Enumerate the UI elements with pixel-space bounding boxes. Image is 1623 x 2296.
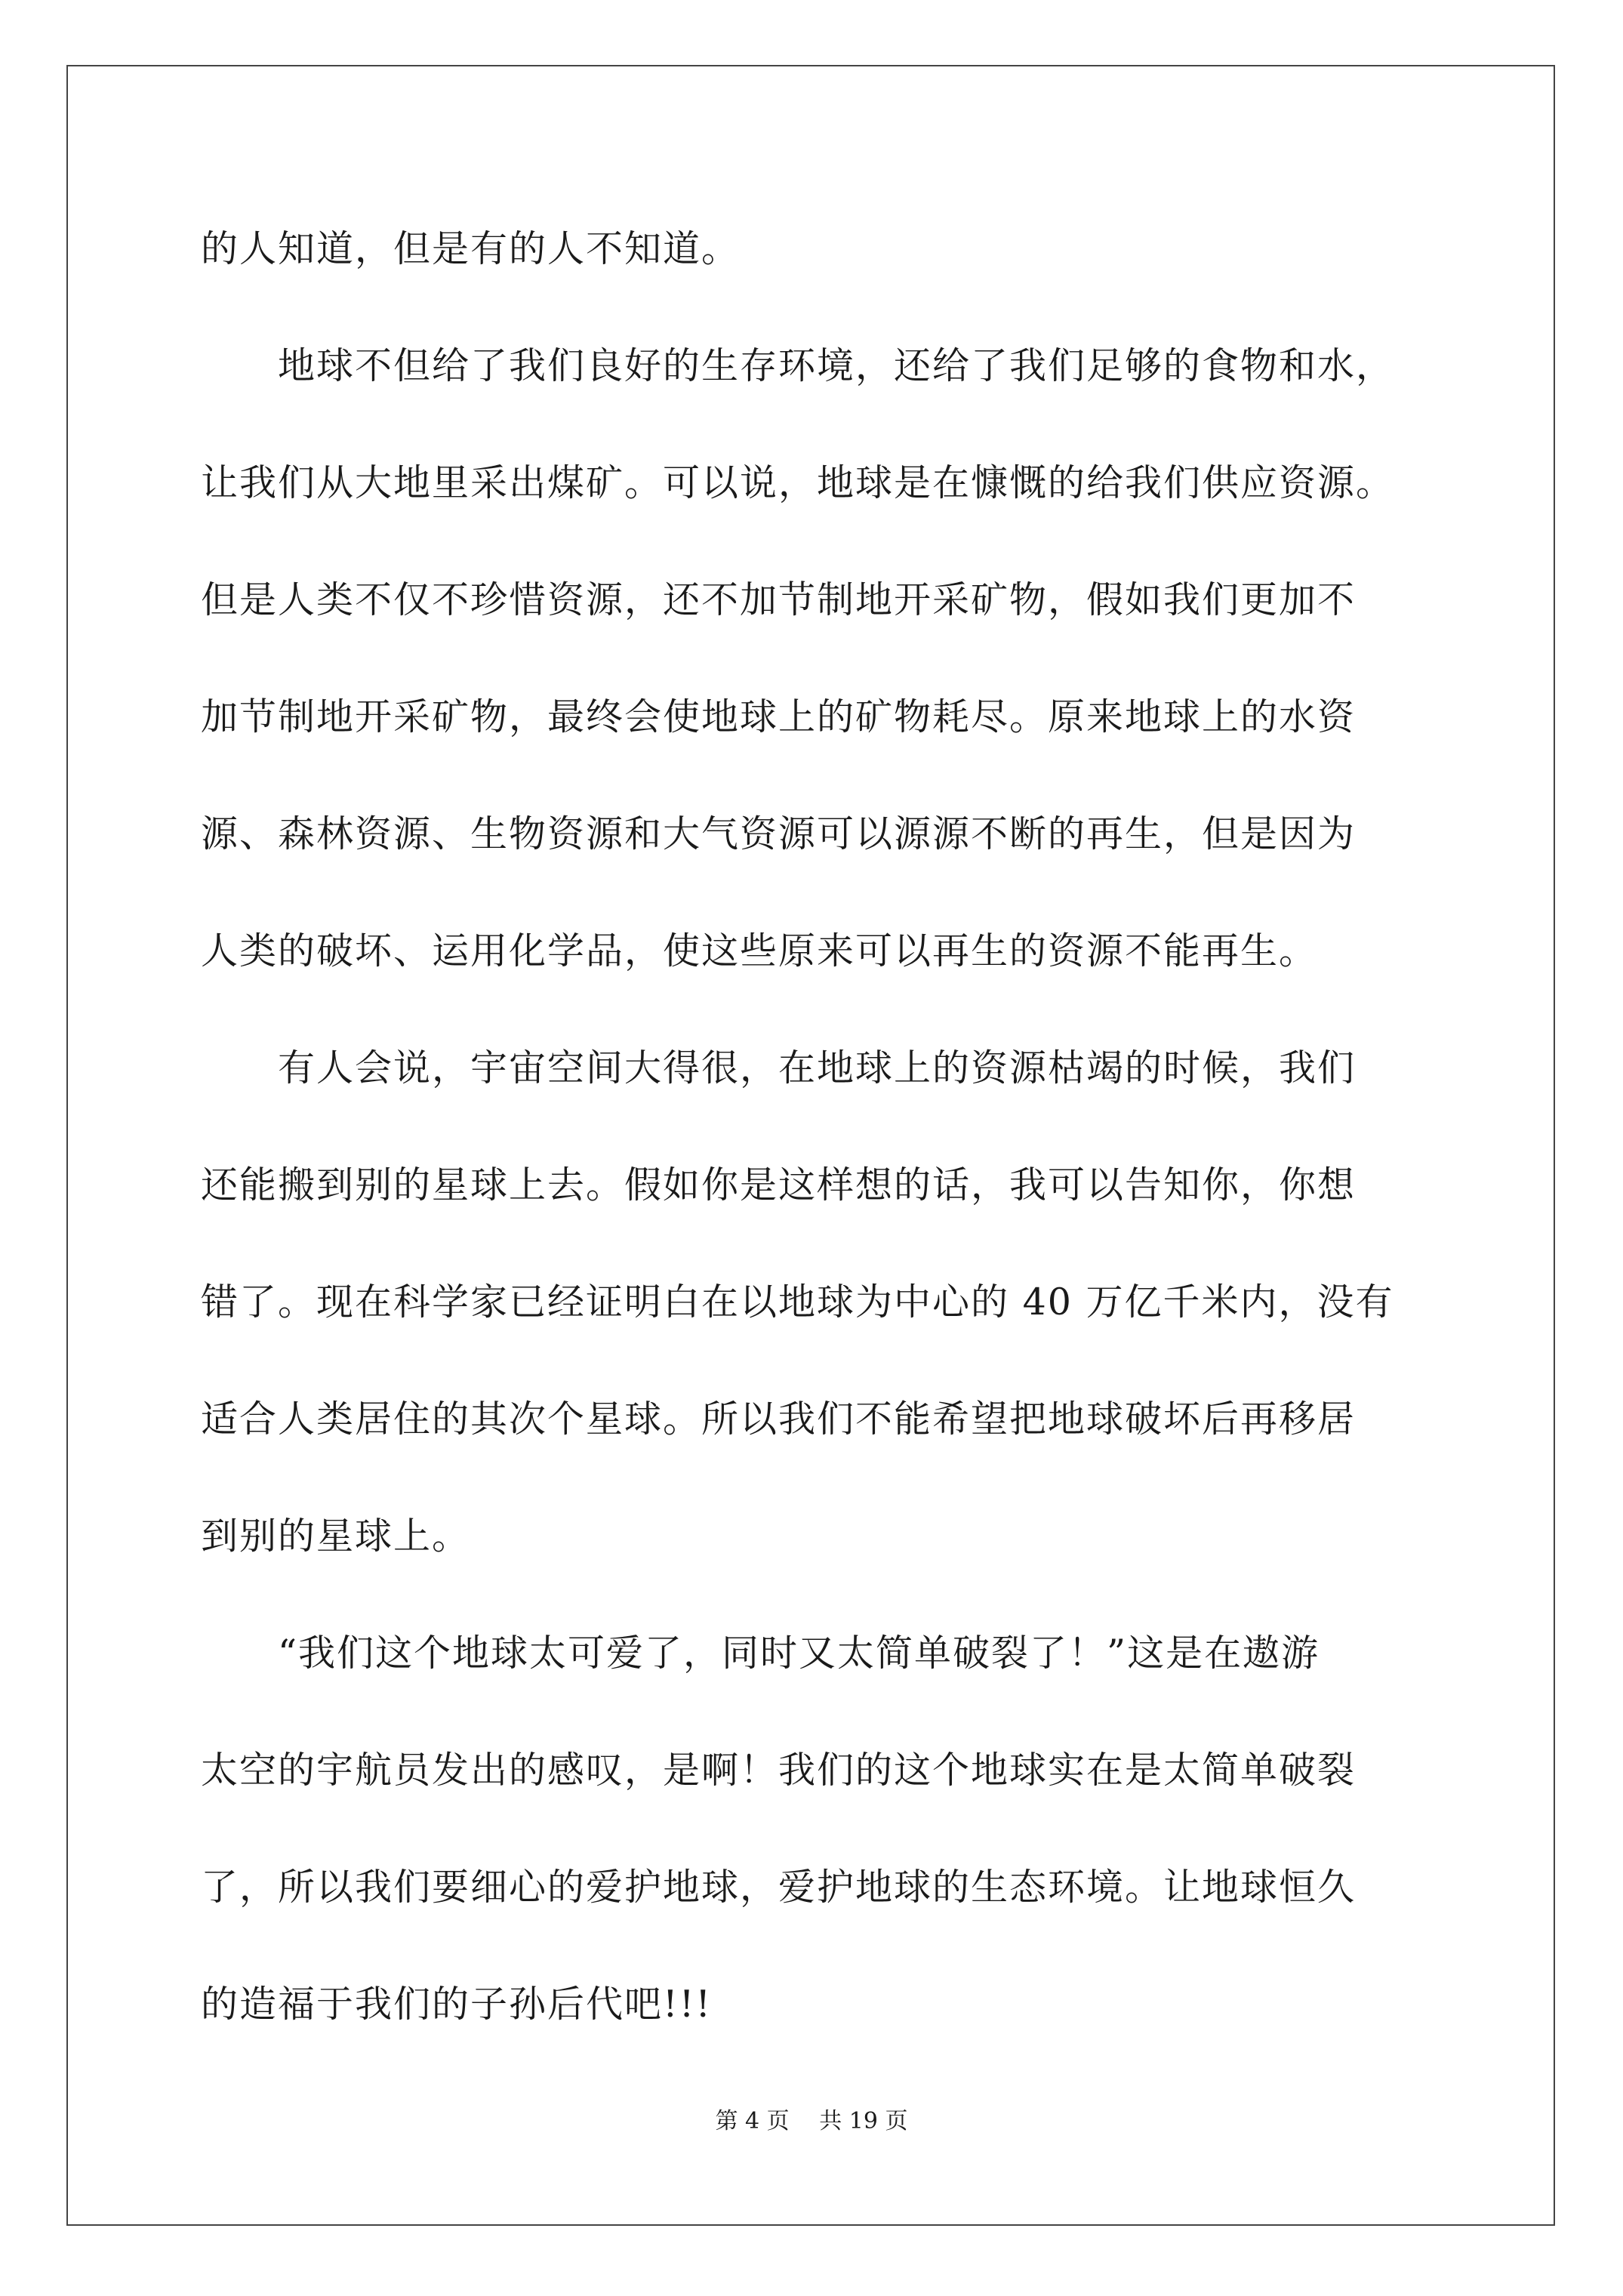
body-text-line-8: 有人会说，宇宙空间大得很，在地球上的资源枯竭的时候，我们 [201, 1046, 1357, 1089]
body-text-line-10: 错了。现在科学家已经证明白在以地球为中心的 40 万亿千米内，没有 [201, 1281, 1394, 1324]
body-text-line-12: 到别的星球上。 [201, 1515, 471, 1558]
body-text-line-9: 还能搬到别的星球上去。假如你是这样想的话，我可以告知你，你想 [201, 1163, 1357, 1207]
page-number-footer: 第 4 页 共 19 页 [715, 2108, 908, 2134]
body-text-line-15: 了，所以我们要细心的爱护地球，爱护地球的生态环境。让地球恒久 [201, 1866, 1357, 1909]
body-text-line-7: 人类的破坏、运用化学品，使这些原来可以再生的资源不能再生。 [201, 929, 1318, 972]
body-text-line-2: 地球不但给了我们良好的生存环境，还给了我们足够的食物和水， [201, 344, 1395, 387]
body-text-line-5: 加节制地开采矿物，最终会使地球上的矿物耗尽。原来地球上的水资 [201, 695, 1357, 738]
body-text-line-14: 太空的宇航员发出的感叹，是啊！我们的这个地球实在是太简单破裂 [201, 1749, 1357, 1792]
body-text-line-16: 的造福于我们的子孙后代吧!!! [201, 1983, 713, 2026]
body-text-line-13: “我们这个地球太可爱了，同时又太简单破裂了！”这是在遨游 [201, 1632, 1320, 1675]
body-text-line-6: 源、森林资源、生物资源和大气资源可以源源不断的再生，但是因为 [201, 812, 1357, 855]
body-text-line-1: 的人知道，但是有的人不知道。 [201, 227, 741, 270]
body-text-line-11: 适合人类居住的其次个星球。所以我们不能希望把地球破坏后再移居 [201, 1398, 1357, 1441]
body-text-line-3: 让我们从大地里采出煤矿。可以说，地球是在慷慨的给我们供应资源。 [201, 461, 1395, 504]
body-text-line-4: 但是人类不仅不珍惜资源，还不加节制地开采矿物，假如我们更加不 [201, 578, 1357, 621]
